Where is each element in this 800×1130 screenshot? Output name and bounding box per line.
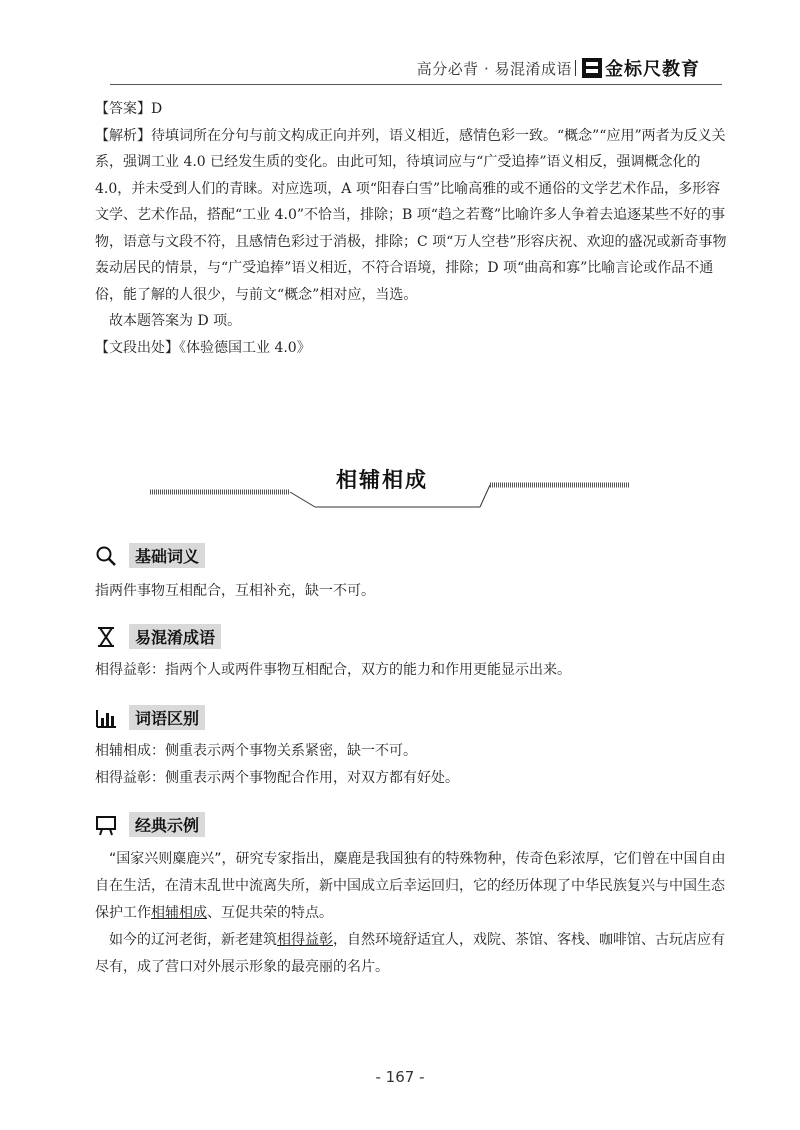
example-paragraph-2 bbox=[95, 927, 727, 981]
hourglass-icon bbox=[95, 626, 117, 648]
conclusion-line: 故本题答案为 D 项。 bbox=[109, 313, 242, 329]
page-number: - 167 - bbox=[375, 1068, 425, 1086]
example-2-text-end: ，自然环境舒适宜人，戏院、茶馆、客栈、咖啡馆、古玩店应有尽有，成了营口对外展示形象的最亮丽的名片。 bbox=[95, 932, 725, 975]
difference-heading bbox=[95, 705, 205, 730]
example-2-term: 相得益彰 bbox=[277, 932, 333, 948]
example-paragraph-1 bbox=[95, 846, 727, 927]
page-header bbox=[0, 0, 800, 90]
header-separator bbox=[575, 60, 576, 76]
bar-chart-icon bbox=[95, 707, 117, 729]
presentation-board-icon bbox=[95, 814, 117, 836]
basic-meaning-heading bbox=[95, 543, 205, 568]
difference-line-1: 相辅相成：侧重表示两个事物关系紧密，缺一不可。 bbox=[95, 743, 417, 759]
example-1-term: 相辅相成 bbox=[151, 905, 207, 921]
header-rule bbox=[110, 84, 722, 85]
examples-text bbox=[95, 846, 727, 981]
difference-label: 词语区别 bbox=[129, 705, 205, 730]
header-title: 高分必背 · 易混淆成语 bbox=[416, 60, 572, 78]
example-1-text: “国家兴则麋鹿兴”，研究专家指出，麋鹿是我国独有的特殊物种，传奇色彩浓厚，它们曾在中国自由自在生活，在清末乱世中流离失所，新中国成立后幸运回归，它的经历体现了中华民族复兴与中国生态保护工作 bbox=[95, 851, 726, 921]
magnifier-icon bbox=[95, 545, 117, 567]
examples-heading bbox=[95, 812, 205, 837]
source-line: 【文段出处】《体验德国工业 4.0》 bbox=[95, 339, 311, 356]
brand-mark-icon bbox=[582, 58, 602, 78]
example-1-text-end: 、互促共荣的特点。 bbox=[207, 905, 333, 921]
section-title: 相辅相成 bbox=[336, 468, 428, 492]
difference-line-2: 相得益彰：侧重表示两个事物配合作用，对双方都有好处。 bbox=[95, 770, 459, 786]
confusable-text: 相得益彰：指两个人或两件事物互相配合，双方的能力和作用更能显示出来。 bbox=[95, 662, 571, 678]
confusable-label: 易混淆成语 bbox=[129, 624, 221, 649]
basic-meaning-label: 基础词义 bbox=[129, 543, 205, 568]
answer-analysis bbox=[95, 96, 727, 361]
example-2-text: 如今的辽河老街，新老建筑 bbox=[109, 932, 277, 948]
confusable-heading bbox=[95, 624, 221, 649]
answer-line: 【答案】D bbox=[95, 101, 163, 117]
explanation-paragraph: 【解析】待填词所在分句与前文构成正向并列，语义相近，感情色彩一致。“概念”“应用”两者为反义关系，强调工业 4.0 已经发生质的变化。由此可知，待填词应与“广受追捧”语义相反，强调概念化的 4.0，并未受到人们的青睐。对应选项，A 项“阳春白雪”比喻高雅的或不通俗的文学艺术作品，多形容文学、艺术作品，搭配“工业 4.0”不恰当，排除；B 项“趋之若鹜”比喻许多人争着去追逐某些不好的事物，语意与文段不符，且感情色彩过于消极，排除；C 项“万人空巷”形容庆祝、欢迎的盛况或新奇事物轰动居民的情景，与“广受追捧”语义相近，不符合语境，排除；D 项“曲高和寡”比喻言论或作品不通俗，能了解的人很少，与前文“概念”相对应，当选。 bbox=[95, 127, 727, 303]
examples-label: 经典示例 bbox=[129, 812, 205, 837]
basic-meaning-text: 指两件事物互相配合，互相补充，缺一不可。 bbox=[95, 583, 375, 599]
section-banner bbox=[150, 455, 650, 515]
brand-name: 金标尺教育 bbox=[605, 59, 700, 80]
brand-logo bbox=[582, 55, 700, 81]
